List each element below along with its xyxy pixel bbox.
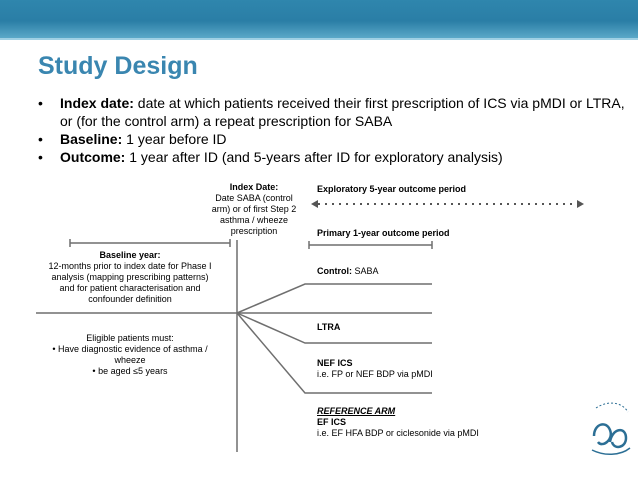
bullet-marker: • bbox=[38, 131, 43, 147]
exploratory-arrow-left-head bbox=[311, 200, 318, 208]
arm-nef-title: NEF ICS bbox=[317, 358, 353, 368]
organisation-logo bbox=[588, 398, 634, 460]
arm-reference-detail: i.e. EF HFA BDP or ciclesonide via pMDI bbox=[317, 428, 479, 438]
eligible-title: Eligible patients must: bbox=[86, 333, 174, 343]
eligible-line-1: • Have diagnostic evidence of asthma / bbox=[52, 344, 208, 354]
arm-nef-detail: i.e. FP or NEF BDP via pMDI bbox=[317, 369, 433, 379]
index-date-line-1: Date SABA (control bbox=[215, 193, 293, 203]
eligible-line-3: • be aged ≤5 years bbox=[92, 366, 168, 376]
branch-control bbox=[237, 284, 432, 313]
baseline-line-4: confounder definition bbox=[88, 294, 172, 304]
arm-control-value: SABA bbox=[352, 266, 379, 276]
baseline-title: Baseline year: bbox=[99, 250, 161, 260]
exploratory-arrow-right-head bbox=[577, 200, 584, 208]
baseline-line-3: and for patient characterisation and bbox=[59, 283, 201, 293]
exploratory-label: Exploratory 5-year outcome period bbox=[317, 184, 467, 194]
index-date-title: Index Date: bbox=[229, 182, 279, 192]
bullet-text: date at which patients received their first prescription of ICS via pMDI or LTRA, or (for the control arm) a repeat prescription for SABA bbox=[60, 95, 625, 129]
bullet-label: Index date: bbox=[60, 95, 134, 111]
eligible-text bbox=[30, 333, 230, 377]
arm-reference-sub: EF ICS bbox=[317, 417, 347, 427]
bullet-label: Baseline: bbox=[60, 131, 123, 147]
arm-reference bbox=[317, 406, 479, 439]
index-date-line-3: asthma / wheeze bbox=[219, 215, 289, 225]
bullet-marker: • bbox=[38, 95, 43, 111]
index-date-text bbox=[196, 182, 312, 237]
eligible-line-2: wheeze bbox=[114, 355, 146, 365]
arm-nef bbox=[317, 358, 433, 380]
baseline-line-1: 12-months prior to index date for Phase I bbox=[48, 261, 212, 271]
arm-control bbox=[317, 266, 379, 277]
arm-reference-title: REFERENCE ARM bbox=[317, 406, 396, 416]
index-date-line-4: prescription bbox=[230, 226, 278, 236]
bullet-marker: • bbox=[38, 149, 43, 165]
arm-control-label: Control: bbox=[317, 266, 352, 276]
slide-title: Study Design bbox=[38, 52, 198, 80]
index-date-line-2: arm) or of first Step 2 bbox=[211, 204, 297, 214]
bullet-text: 1 year before ID bbox=[122, 131, 227, 147]
arm-ltra: LTRA bbox=[317, 322, 341, 332]
baseline-line-2: analysis (mapping prescribing patterns) bbox=[51, 272, 209, 282]
bullet-text: 1 year after ID (and 5-years after ID for exploratory analysis) bbox=[125, 149, 503, 165]
primary-label: Primary 1-year outcome period bbox=[317, 228, 450, 238]
baseline-text bbox=[30, 250, 230, 305]
bullet-label: Outcome: bbox=[60, 149, 126, 165]
